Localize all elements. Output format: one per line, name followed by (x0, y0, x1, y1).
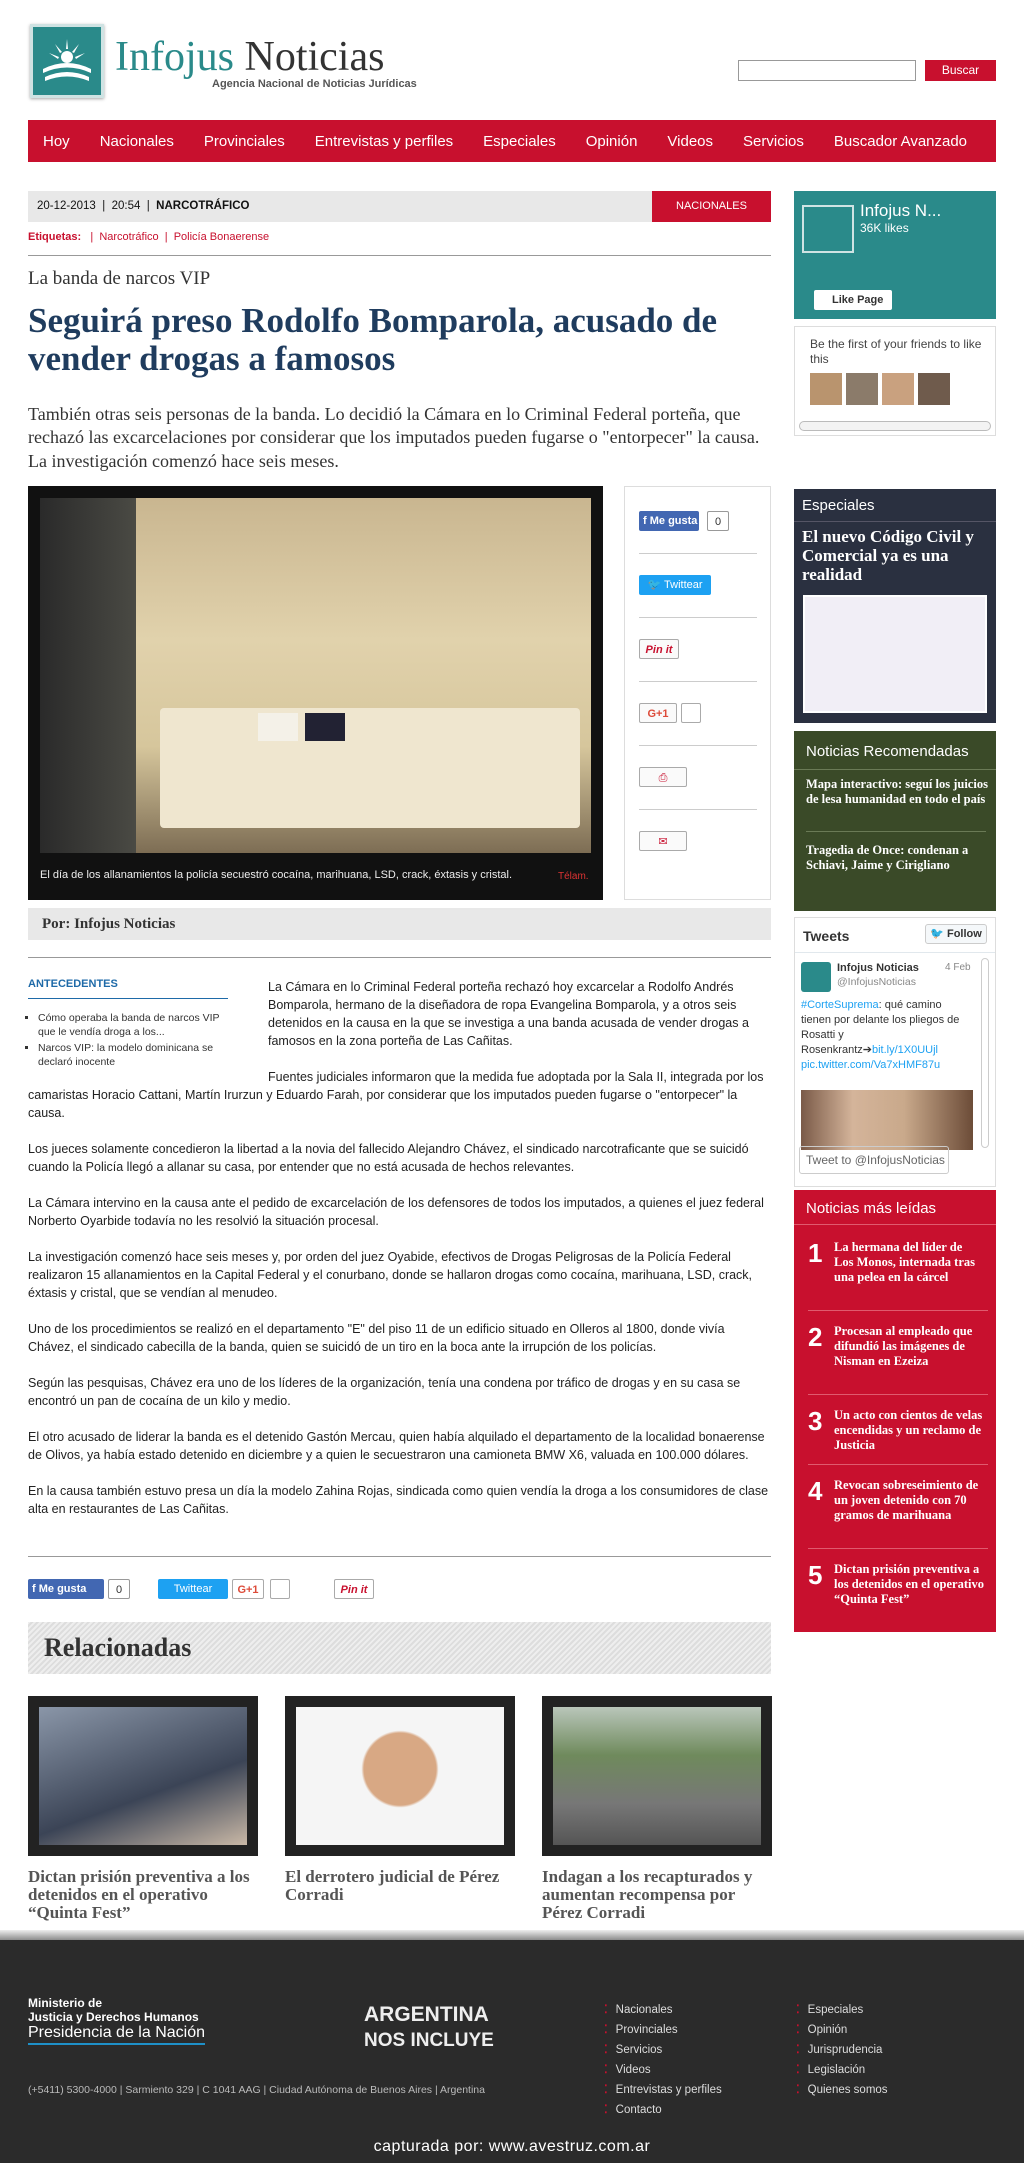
avatar[interactable] (882, 373, 914, 405)
body-paragraph: En la causa también estuvo presa un día la modelo Zahina Rojas, sindicada como quien vendía la droga a los consumidores de clase alta en restaurantes de Las Cañitas. (28, 1484, 769, 1516)
rank-number: 4 (808, 1476, 823, 1506)
divider (639, 681, 757, 682)
search-input[interactable] (738, 60, 916, 81)
body-paragraph: Uno de los procedimientos se realizó en el departamento "E" del piso 11 de un edificio situado en Olleros al 1800, donde vivía Chávez, el sindicado cabecilla de la banda, quien se suicidó de un tiro en la boca ante la irrupción de los policías. (28, 1322, 725, 1354)
tweet-label: Twittear (173, 1583, 213, 1595)
pinterest-button[interactable]: Pin it (334, 1579, 374, 1599)
twitter-icon: 🐦 (930, 928, 944, 940)
related-image[interactable] (28, 1696, 258, 1856)
divider (794, 1224, 996, 1225)
photo-image (40, 498, 591, 853)
nav-item-hoy[interactable]: Hoy (43, 132, 70, 150)
article-time: 20:54 (111, 200, 141, 212)
tweet-body: : qué camino tienen por delante los pliegos de Rosatti y Rosenkrantz➔ (801, 999, 960, 1056)
footer-link[interactable]: ⁚ Quienes somos (796, 2084, 888, 2096)
footer-link[interactable]: ⁚ Provinciales (604, 2024, 678, 2036)
divider (28, 255, 771, 256)
divider (808, 1310, 988, 1311)
officer-figure (40, 498, 136, 853)
byline-text: Por: Infojus Noticias (42, 916, 176, 932)
ministry-logo[interactable] (28, 1996, 205, 2045)
especiales-image[interactable] (803, 595, 987, 713)
especiales-title[interactable]: El nuevo Código Civil y Comercial ya es una realidad (802, 527, 974, 584)
related-photo (39, 1707, 247, 1845)
divider (808, 1548, 988, 1549)
footer-link[interactable]: ⁚ Videos (604, 2064, 651, 2076)
article-category: NARCOTRÁFICO (156, 200, 250, 212)
recomendadas-box (794, 731, 996, 911)
divider (808, 1464, 988, 1465)
like-count: 0 (707, 511, 729, 531)
like-label: Me gusta (38, 1583, 87, 1595)
captured-by: capturada por: www.avestruz.com.ar (373, 2138, 651, 2155)
logo-icon (802, 205, 854, 253)
footer-link[interactable]: ⁚ Opinión (796, 2024, 848, 2036)
nav-item-opinion[interactable]: Opinión (585, 132, 638, 150)
article-kicker: La banda de narcos VIP (28, 268, 211, 289)
body-paragraph: El otro acusado de liderar la banda es el detenido Gastón Mercau, quien había alquilado el departamento de la localidad bonaerense de Olivos, ya había estado detenido en diciembre y a quien le secuestraron una camioneta BMW X6, valuada en 100.000 dólares. (28, 1430, 765, 1462)
share-column (624, 486, 771, 900)
tag-link[interactable]: Narcotráfico (99, 231, 159, 243)
especiales-label: Especiales (802, 497, 875, 514)
rank-number: 1 (808, 1238, 823, 1268)
nav-item-buscador[interactable]: Buscador Avanzado (833, 132, 968, 150)
search-button[interactable]: Buscar (925, 60, 996, 81)
footer-link[interactable]: ⁚ Legislación (796, 2064, 866, 2076)
divider (794, 769, 996, 770)
section-button[interactable]: NACIONALES (652, 191, 771, 222)
fb-page-name: Infojus N... (860, 201, 942, 220)
gplus-count (270, 1579, 290, 1599)
divider (639, 617, 757, 618)
footer-link[interactable]: ⁚ Servicios (604, 2044, 663, 2056)
related-title[interactable]: Indagan a los recapturados y aumentan recompensa por Pérez Corradi (542, 1867, 753, 1922)
tweet-text (801, 998, 971, 1073)
gplus-count (681, 703, 701, 723)
related-image[interactable] (542, 1696, 772, 1856)
rank-number: 5 (808, 1560, 823, 1590)
photo-caption: El día de los allanamientos la policía secuestró cocaína, marihuana, LSD, crack, éxtasis y cristal. (40, 869, 513, 881)
emblem-box (258, 713, 298, 741)
fb-like-page-button[interactable]: Like Page (814, 290, 892, 310)
tweet-user[interactable]: Infojus Noticias (837, 962, 919, 974)
footer-link[interactable]: ⁚ Contacto (604, 2104, 662, 2116)
logo-word-infojus: Infojus (115, 34, 234, 80)
related-title[interactable]: El derrotero judicial de Pérez Corradi (285, 1867, 500, 1904)
recomendadas-label: Noticias Recomendadas (806, 743, 969, 760)
byline (28, 908, 771, 940)
body-paragraph: Fuentes judiciales informaron que la medida fue adoptada por la Sala II, integrada por los camaristas Horacio Cattani, Martín Irurzun y Eduardo Farah, por considerar que los imputados pueden fugarse o "entorpecer" la causa. (28, 1070, 764, 1120)
facebook-like-button[interactable] (28, 1579, 104, 1599)
rank-number: 2 (808, 1322, 823, 1352)
article-title: Seguirá preso Rodolfo Bomparola, acusado de vender drogas a famosos (28, 301, 718, 378)
email-icon[interactable]: ✉ (639, 831, 687, 851)
facebook-icon: f (32, 1583, 36, 1595)
argentina-line1: ARGENTINA (364, 2003, 489, 2026)
mas-leidas-box (794, 1190, 996, 1632)
tweet-image[interactable] (801, 1090, 973, 1150)
article-photo (28, 486, 603, 900)
article-meta-bar: 20-12-2013 | 20:54 | NARCOTRÁFICO (28, 191, 771, 222)
tweets-widget (794, 917, 996, 1187)
fb-friends-text: Be the first of your friends to like this (810, 337, 982, 366)
google-plus-button[interactable]: G+1 (232, 1579, 264, 1599)
rank-title: La hermana del líder de Los Monos, internada tras una pelea en la cárcel (834, 1240, 975, 1284)
argentina-logo[interactable] (364, 2002, 494, 2054)
divider (639, 745, 757, 746)
divider (794, 521, 996, 522)
argentina-line2: NOS INCLUYE (364, 2030, 494, 2051)
rank-title: Un acto con cientos de velas encendidas y un reclamo de Justicia (834, 1408, 983, 1452)
ministry-line1: Ministerio de (28, 1996, 103, 2010)
related-photo (296, 1707, 504, 1845)
antecedentes-title: ANTECEDENTES (28, 978, 118, 990)
nav-item-especiales[interactable]: Especiales (483, 132, 556, 150)
avatar[interactable] (846, 373, 878, 405)
avatar[interactable] (810, 373, 842, 405)
facebook-like-button[interactable] (639, 511, 699, 531)
ministry-line2: Justicia y Derechos Humanos (28, 2010, 199, 2024)
antecedentes-link[interactable]: ▪ Cómo operaba la banda de narcos VIP que le vendía droga a los... (38, 1011, 238, 1039)
footer-link[interactable]: ⁚ Especiales (796, 2004, 864, 2016)
footer-link[interactable]: ⁚ Nacionales (604, 2004, 673, 2016)
rank-number: 3 (808, 1406, 823, 1436)
article-date: 20-12-2013 (37, 200, 96, 212)
recomendada-link[interactable]: Mapa interactivo: seguí los juicios de lesa humanidad en todo el país (806, 777, 988, 806)
related-title[interactable]: Dictan prisión preventiva a los detenidos en el operativo “Quinta Fest” (28, 1867, 250, 1922)
nav-item-entrevistas[interactable]: Entrevistas y perfiles (314, 132, 454, 150)
rank-title: Revocan sobreseimiento de un joven detenido con 70 gramos de marihuana (834, 1478, 979, 1522)
fb-friends-box (794, 326, 996, 436)
scrollbar[interactable] (981, 958, 989, 1148)
logo-icon[interactable] (30, 24, 104, 98)
tag-link[interactable]: Policía Bonaerense (173, 231, 270, 243)
especiales-box[interactable] (794, 489, 996, 723)
avatar[interactable] (801, 962, 831, 992)
avatar[interactable] (918, 373, 950, 405)
scrollbar[interactable] (799, 421, 991, 431)
tweet-date[interactable]: 4 Feb (945, 962, 971, 973)
logo-word-noticias: Noticias (244, 34, 385, 80)
tweet-button[interactable] (639, 575, 711, 595)
logo-subtitle: Agencia Nacional de Noticias Jurídicas (212, 78, 417, 90)
tweet-link[interactable]: pic.twitter.com/Va7xHMF87u (801, 1059, 941, 1071)
nav-item-servicios[interactable]: Servicios (743, 132, 804, 150)
tweet-compose-input[interactable]: Tweet to @InfojusNoticias (799, 1146, 949, 1174)
rank-title: Procesan al empleado que difundió las imágenes de Nisman en Ezeiza (834, 1324, 973, 1368)
body-paragraph: La investigación comenzó hace seis meses y, por orden del juez Oyabide, efectivos de Drogas Peligrosas de la Policía Federal realizaron 15 allanamientos en la Capital Federal y el conurbano, donde se hallaron drogas como cocaína, marihuana, LSD, crack, éxtasis y cristal, que se vendían al menudeo. (28, 1250, 753, 1300)
related-image[interactable] (285, 1696, 515, 1856)
print-icon[interactable]: ⎙ (639, 767, 687, 787)
divider (639, 553, 757, 554)
nav-item-nacionales[interactable]: Nacionales (99, 132, 174, 150)
pinterest-button[interactable]: Pin it (639, 639, 679, 659)
follow-label: Follow (946, 928, 982, 940)
article-lead: También otras seis personas de la banda. Lo decidió la Cámara en lo Criminal Federal porteña, que rechazó las excarcelaciones por considerar que los imputados pueden fugarse o "entorpecer" la causa. La investigación comenzó hace seis meses. (28, 404, 760, 471)
footer (0, 1940, 1024, 2163)
fb-likes: 36K likes (860, 221, 909, 235)
footer-link[interactable]: ⁚ Jurisprudencia (796, 2044, 883, 2056)
article-body (28, 978, 771, 1536)
nav-item-videos[interactable]: Videos (667, 132, 714, 150)
tags-label: Etiquetas: (28, 231, 82, 243)
nav-item-provinciales[interactable]: Provinciales (203, 132, 285, 150)
divider (795, 952, 995, 953)
related-heading: Relacionadas (28, 1622, 771, 1674)
divider (806, 831, 986, 832)
tweet-button[interactable] (158, 1579, 228, 1599)
tweet-hashtag[interactable]: #CorteSuprema (801, 999, 879, 1011)
footer-address: (+5411) 5300-4000 | Sarmiento 329 | C 1041 AAG | Ciudad Autónoma de Buenos Aires | Argentina (28, 2084, 485, 2096)
site-logo-text[interactable] (115, 36, 384, 78)
like-label: Me gusta (649, 515, 698, 527)
mas-leidas-label: Noticias más leídas (806, 1200, 937, 1217)
follow-button[interactable] (925, 924, 987, 944)
presidencia-text: Presidencia de la Nación (28, 2026, 205, 2045)
tags-row: Etiquetas: | Narcotráfico | Policía Bonaerense (28, 231, 270, 243)
related-photo (553, 1707, 761, 1845)
divider (808, 1394, 988, 1395)
recomendada-link[interactable]: Tragedia de Once: condenan a Schiavi, Jaime y Cirigliano (806, 843, 969, 872)
facebook-icon: f (643, 515, 647, 527)
tweet-label: Twittear (664, 579, 703, 591)
divider (28, 957, 771, 958)
like-count: 0 (108, 1579, 130, 1599)
body-paragraph: Según las pesquisas, Chávez era uno de los líderes de la organización, tenía una condena por tráfico de drogas y en su casa se encontró un pan de cocaína de un kilo y medio. (28, 1376, 741, 1408)
tweet-link[interactable]: bit.ly/1X0UUjl (871, 1044, 938, 1056)
divider (28, 1556, 771, 1557)
table-with-drugs (160, 708, 580, 828)
twitter-icon: 🐦 (647, 579, 662, 591)
footer-link[interactable]: ⁚ Entrevistas y perfiles (604, 2084, 722, 2096)
body-paragraph: La Cámara en lo Criminal Federal porteña rechazó hoy excarcelar a Rodolfo Andrés Bomparola, hermano de la diseñadora de ropa Evangelina Bomparola, y a otros seis detenidos en la causa en la que se investiga a una banda acusada de vender drogas a famosos en la zona porteña de Las Cañitas. (268, 980, 749, 1048)
main-nav (28, 120, 996, 162)
flag-box (305, 713, 345, 741)
antecedentes-link[interactable]: ▪ Narcos VIP: la modelo dominicana se declaró inocente (38, 1041, 238, 1069)
photo-credit: Télam. (558, 871, 589, 882)
google-plus-button[interactable]: G+1 (639, 703, 677, 723)
tweet-handle: @InfojusNoticias (837, 976, 916, 988)
body-paragraph: La Cámara intervino en la causa ante el pedido de excarcelación de los defensores de todos los imputados, a quienes el juez federal Norberto Oyarbide todavía no les resolvió la situación procesal. (28, 1196, 764, 1228)
divider (639, 809, 757, 810)
body-paragraph: Los jueces solamente concedieron la libertad a la novia del fallecido Alejandro Chávez, el sindicado narcotraficante que se suicidó cuando la Policía llegó a allanar su casa, por entender que no está acusada de hechos relevantes. (28, 1142, 749, 1174)
rank-title: Dictan prisión preventiva a los detenidos en el operativo “Quinta Fest” (834, 1562, 984, 1606)
tweets-label: Tweets (803, 928, 850, 944)
